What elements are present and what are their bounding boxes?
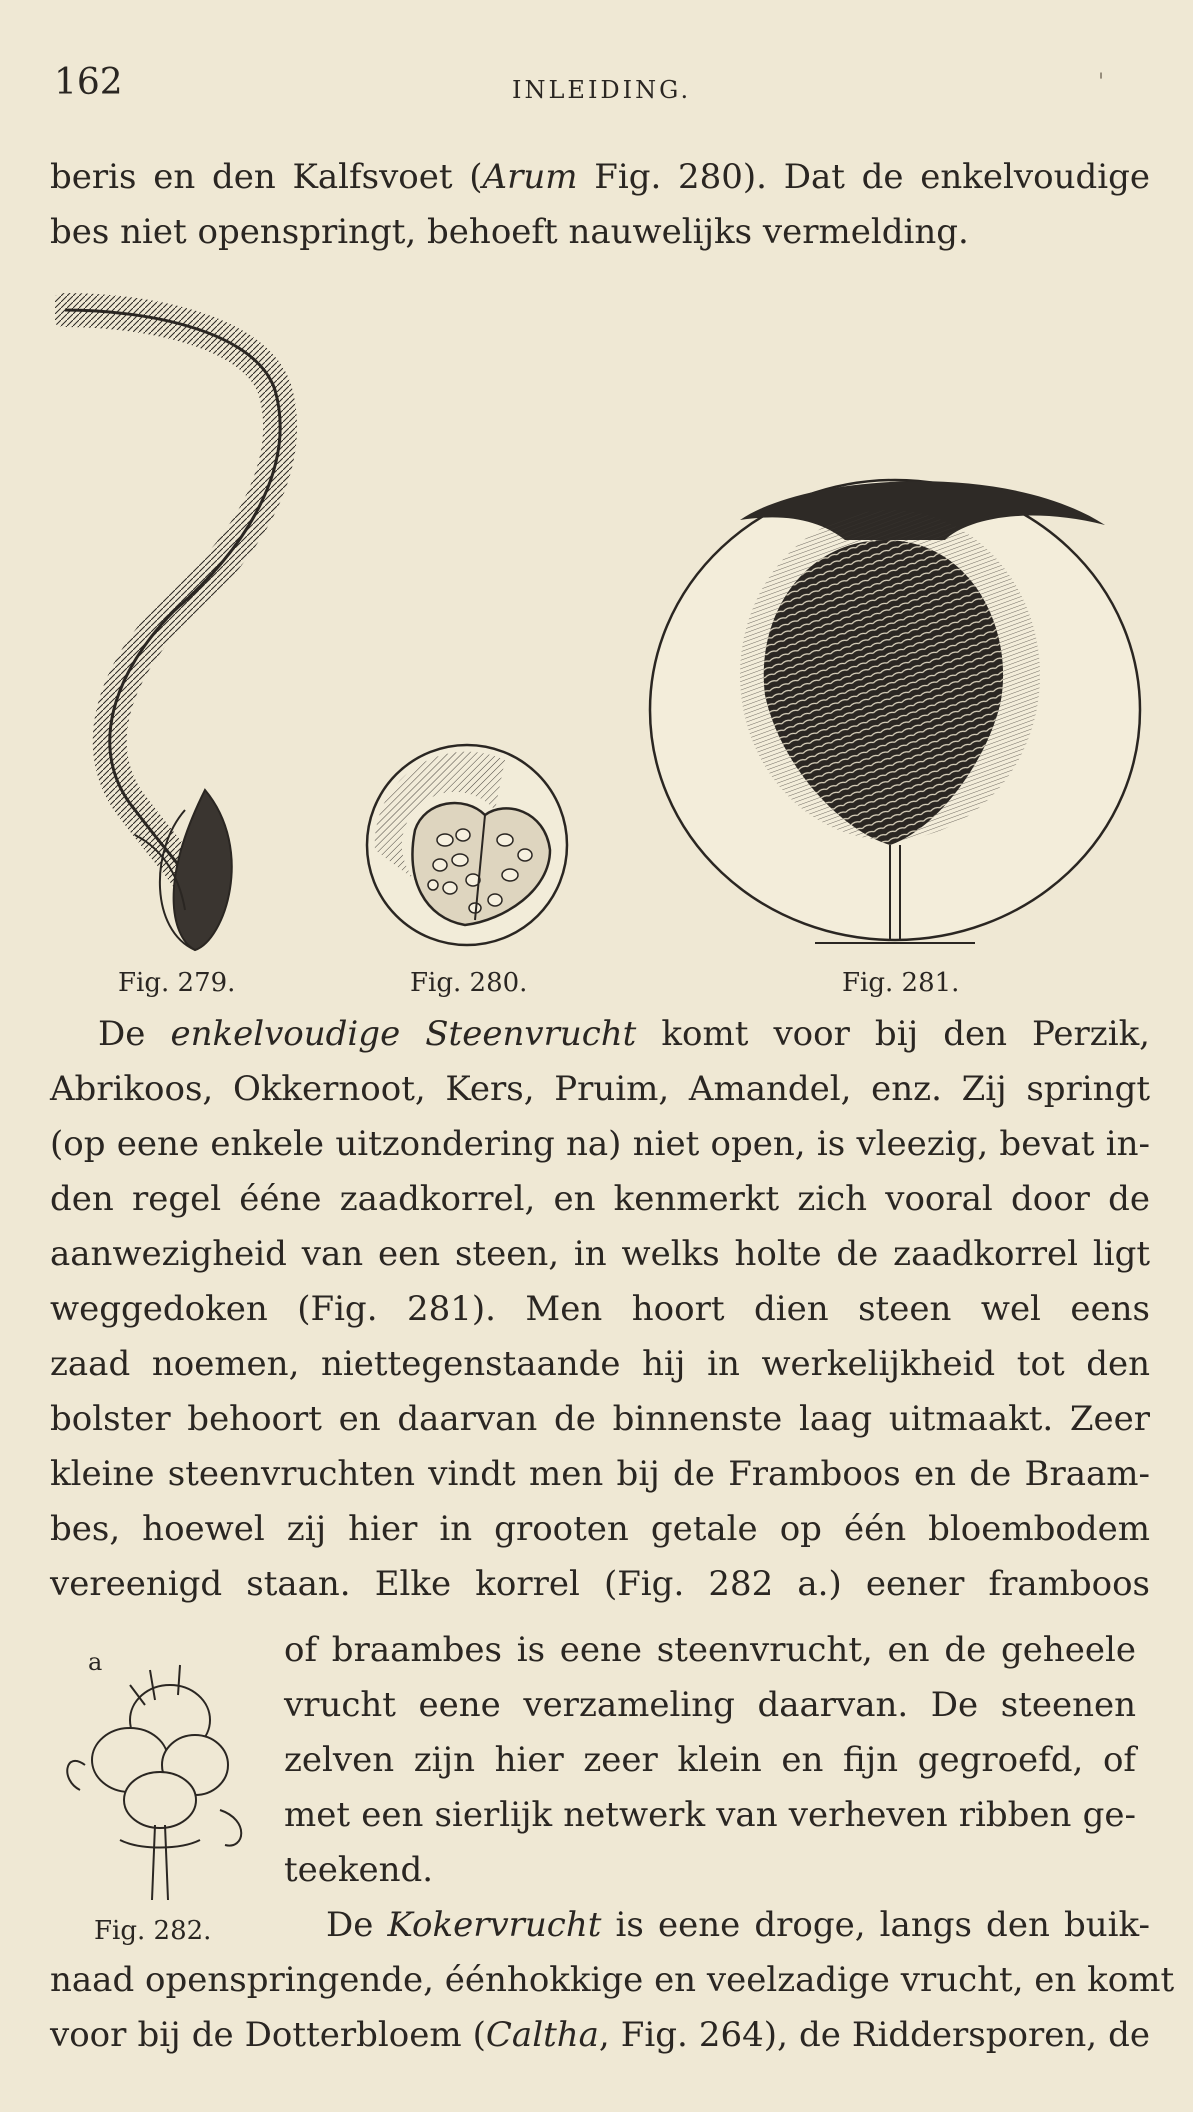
text-line: zelven zijn hier zeer klein en fijn gegroefd, of: [284, 1740, 1136, 1780]
page-number: 162: [54, 62, 123, 103]
text-line: teekend.: [284, 1850, 434, 1890]
text-line: aanwezigheid van een steen, in welks holte de zaadkorrel ligt: [50, 1234, 1150, 1274]
paragraph-wrap-fig-282: [284, 1623, 1136, 1898]
text-line: (op eene enkele uitzondering na) niet open, is vleezig, bevat in-: [50, 1124, 1150, 1164]
fig-279-illustration: [55, 290, 315, 970]
fig-282-caption: Fig. 282.: [94, 1916, 212, 1946]
fig-282-label-a: a: [88, 1648, 103, 1676]
text-line: Abrikoos, Okkernoot, Kers, Pruim, Amandel, enz. Zij springt: [50, 1069, 1150, 1109]
running-title: INLEIDING.: [512, 76, 692, 104]
text-line: naad openspringende, éénhokkige en veelzadige vrucht, en komt: [50, 1960, 1175, 2000]
text-line: den regel ééne zaadkorrel, en kenmerkt zich vooral door de: [50, 1179, 1150, 1219]
text-line: zaad noemen, niettegenstaande hij in werkelijkheid tot den: [50, 1344, 1150, 1384]
text-line: bolster behoort en daarvan de binnenste laag uitmaakt. Zeer: [50, 1399, 1150, 1439]
fig-280-illustration: [355, 740, 585, 960]
fig-280-caption: Fig. 280.: [410, 968, 528, 998]
fig-282-illustration: [60, 1640, 260, 1910]
text-line: of braambes is eene steenvrucht, en de geheele: [284, 1630, 1136, 1670]
intro-paragraph: [50, 150, 1150, 260]
text-line: voor bij de Dotterbloem (Caltha, Fig. 264), de Riddersporen, de: [50, 2015, 1150, 2055]
text-line: weggedoken (Fig. 281). Men hoort dien steen wel eens: [50, 1289, 1150, 1329]
text-line: bes niet openspringt, behoeft nauwelijks vermelding.: [50, 212, 969, 252]
fig-281-illustration: [645, 465, 1145, 965]
text-line: De Kokervrucht is eene droge, langs den buik-: [326, 1905, 1150, 1945]
text-line: met een sierlijk netwerk van verheven ribben ge-: [284, 1795, 1136, 1835]
paragraph-kokervrucht: [50, 1898, 1175, 2063]
print-mark: ': [1098, 70, 1105, 95]
paragraph-steenvrucht: [50, 1007, 1150, 1612]
text-line: beris en den Kalfsvoet (Arum Fig. 280). Dat de enkelvoudige: [50, 157, 1151, 197]
text-line: vrucht eene verzameling daarvan. De steenen: [284, 1685, 1136, 1725]
text-line: De enkelvoudige Steenvrucht komt voor bij den Perzik,: [98, 1014, 1150, 1054]
text-line: bes, hoewel zij hier in grooten getale op één bloembodem: [50, 1509, 1150, 1549]
fig-281-caption: Fig. 281.: [842, 968, 960, 998]
fig-279-caption: Fig. 279.: [118, 968, 236, 998]
text-line: kleine steenvruchten vindt men bij de Framboos en de Braam-: [50, 1454, 1150, 1494]
text-line: vereenigd staan. Elke korrel (Fig. 282 a.) eener framboos: [50, 1564, 1150, 1604]
